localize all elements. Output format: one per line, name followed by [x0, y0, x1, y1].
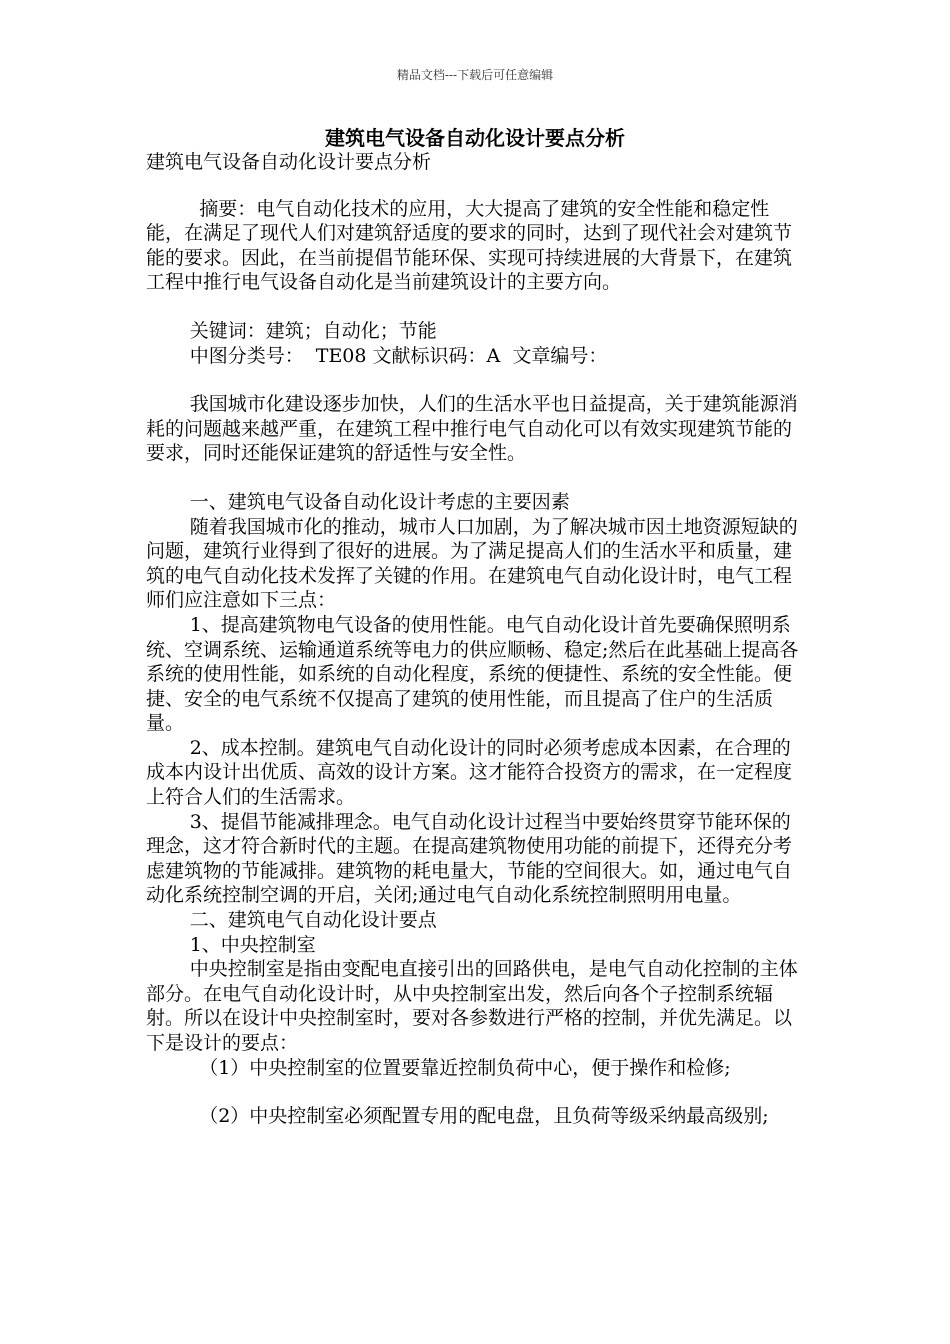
document-subtitle: 建筑电气设备自动化设计要点分析: [146, 151, 432, 173]
list-item-1: （1）中央控制室的位置要靠近控制负荷中心，便于操作和检修;: [199, 1056, 731, 1079]
section2-paragraph-1: 中央控制室是指由变配电直接引出的回路供电，是电气自动化控制的主体部分。在电气自动化设计时，从中央控制室出发，然后向各个子控制系统辐射。所以在设计中央控制室时，要对各参数进行严格的控制，并优先满足。以下是设计的要点：: [146, 958, 798, 1054]
section-heading-2: 二、建筑电气自动化设计要点: [189, 909, 437, 932]
classification-line: 中图分类号： TE08 文献标识码：A 文章编号：: [189, 344, 608, 367]
section1-paragraph-3: 2、成本控制。建筑电气自动化设计的同时必须考虑成本因素，在合理的成本内设计出优质、高效的设计方案。这才能符合投资方的需求，在一定程度上符合人们的生活需求。: [146, 736, 793, 809]
document-body: [146, 150, 806, 1129]
section1-paragraph-4: 3、提倡节能减排理念。电气自动化设计过程当中要始终贯穿节能环保的理念，这才符合新时代的主题。在提高建筑物使用功能的前提下，还得充分考虑建筑物的节能减排。建筑物的耗电量大，节能的空间很大。如，通过电气自动化系统控制空调的开启，关闭;通过电气自动化系统控制照明用电量。: [146, 810, 793, 907]
page-header: 精品文档---下载后可任意编辑: [396, 68, 554, 82]
intro-paragraph: 我国城市化建设逐步加快，人们的生活水平也日益提高，关于建筑能源消耗的问题越来越严重，在建筑工程中推行电气自动化可以有效实现建筑节能的要求，同时还能保证建筑的舒适性与安全性。: [146, 393, 798, 465]
document-title: 建筑电气设备自动化设计要点分析: [325, 126, 625, 150]
section1-paragraph-1: 随着我国城市化的推动，城市人口加剧，为了解决城市因土地资源短缺的问题，建筑行业得到了很好的进展。为了满足提高人们的生活水平和质量，建筑的电气自动化技术发挥了关键的作用。在建筑电气自动化设计时，电气工程师们应注意如下三点：: [146, 515, 798, 612]
abstract-paragraph: 摘要：电气自动化技术的应用，大大提高了建筑的安全性能和稳定性能，在满足了现代人们对建筑舒适度的要求的同时，达到了现代社会对建筑节能的要求。因此，在当前提倡节能环保、实现可持续进展的大背景下，在建筑工程中推行电气设备自动化是当前建筑设计的主要方向。: [146, 197, 793, 294]
section1-paragraph-2: 1、提高建筑物电气设备的使用性能。电气自动化设计首先要确保照明系统、空调系统、运输通道系统等电力的供应顺畅、稳定;然后在此基础上提高各系统的使用性能，如系统的自动化程度，系统的便捷性、系统的安全性能。便捷、安全的电气系统不仅提高了建筑的使用性能，而且提高了住户的生活质量。: [146, 613, 799, 735]
list-item-2: （2）中央控制室必须配置专用的配电盘，且负荷等级采纳最高级别;: [199, 1105, 769, 1128]
subsection-heading-1: 1、中央控制室: [189, 933, 316, 956]
section-heading-1: 一、建筑电气设备自动化设计考虑的主要因素: [189, 490, 570, 513]
keywords-line: 关键词：建筑；自动化；节能: [189, 319, 437, 342]
